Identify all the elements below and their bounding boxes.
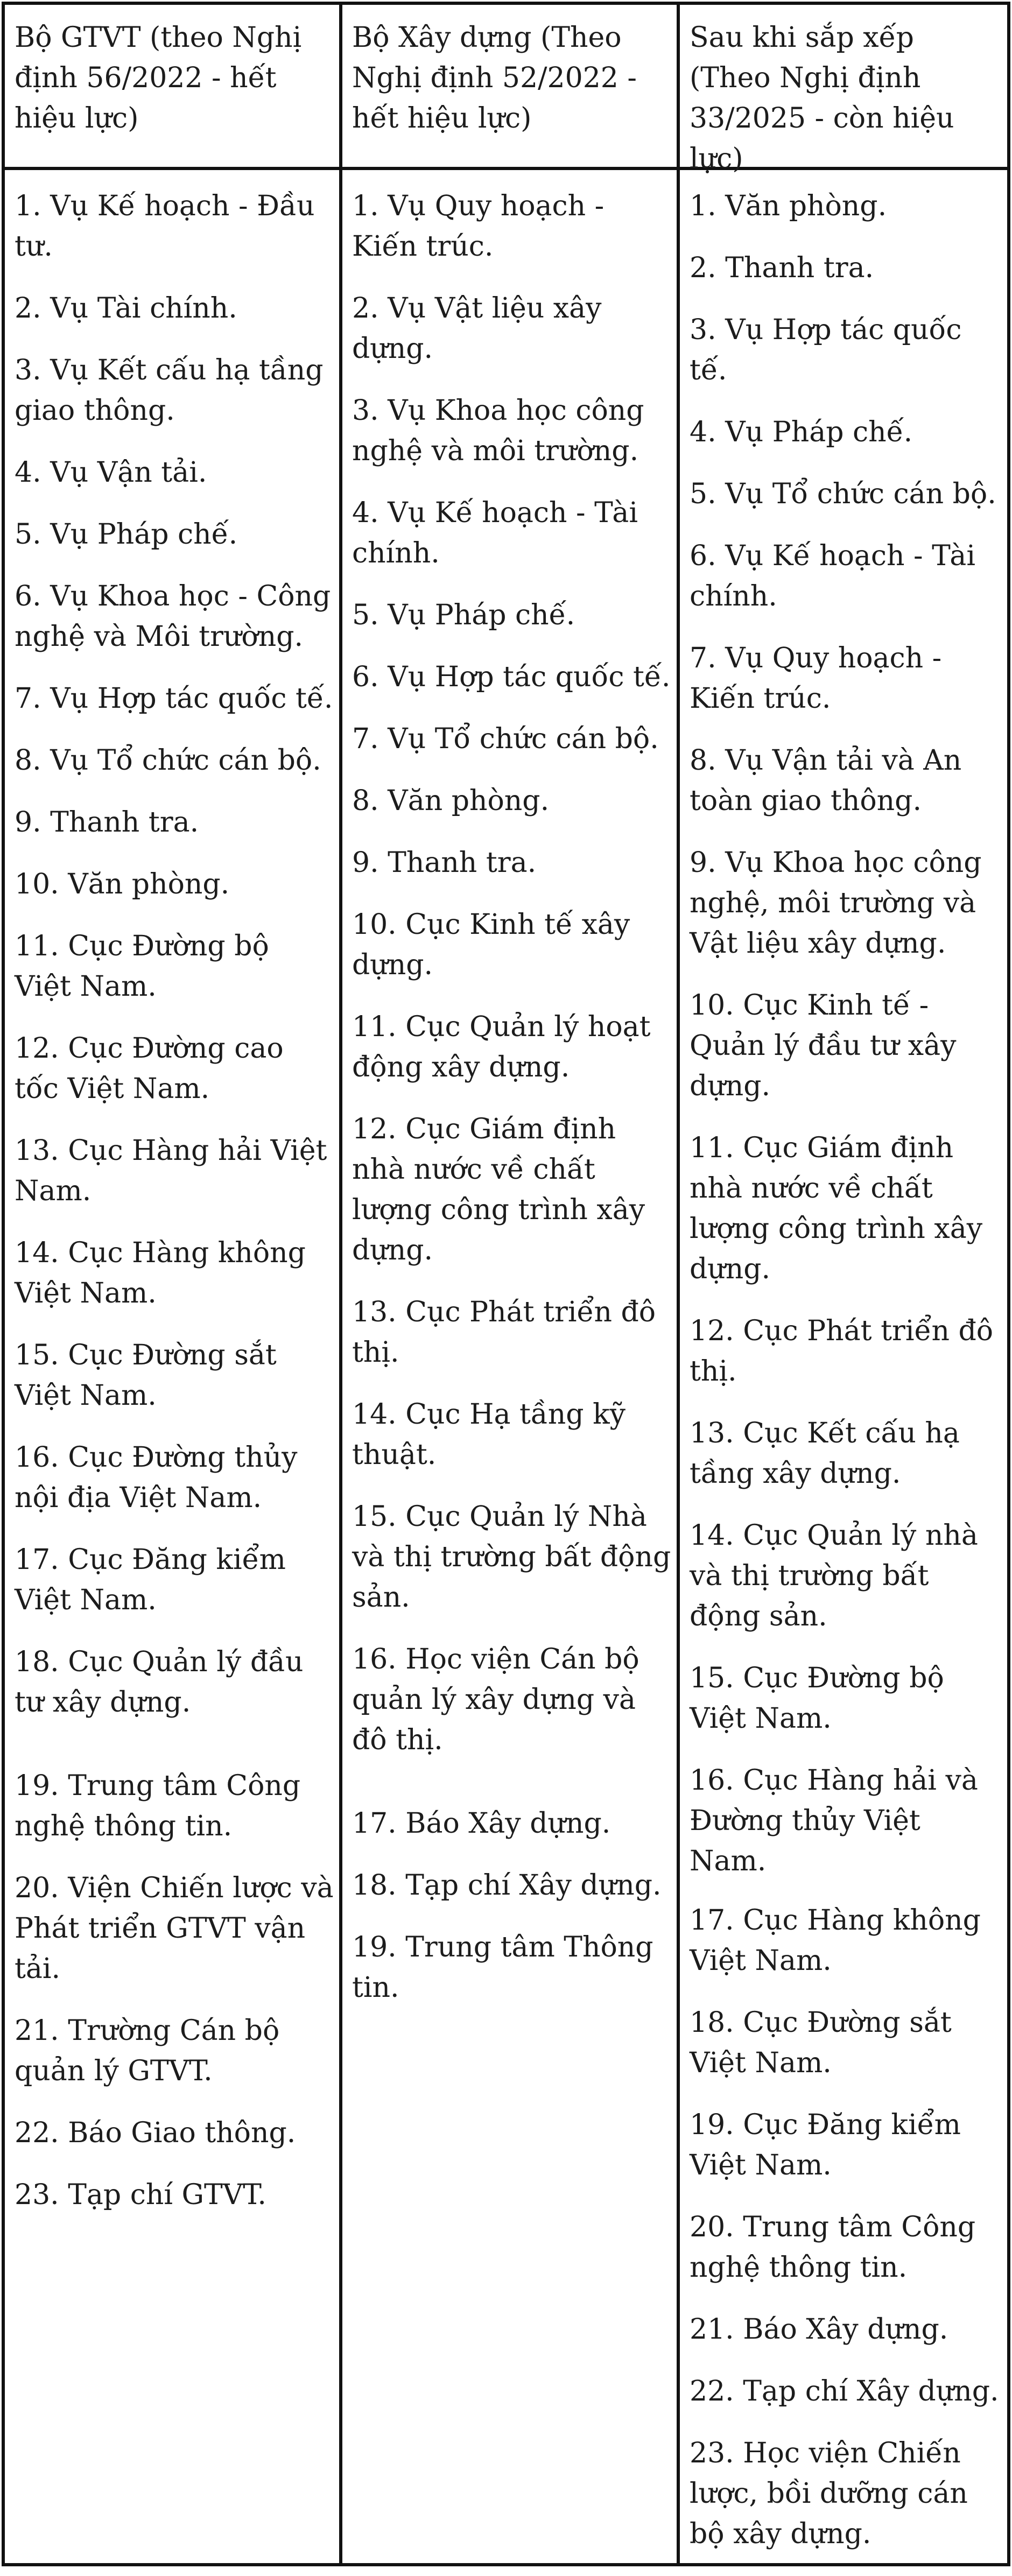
list-item: 1. Vụ Quy hoạch - Kiến trúc. <box>352 190 605 263</box>
list-item: 18. Cục Quản lý đầu tư xây dựng. <box>15 1646 304 1719</box>
list-item: 11. Cục Quản lý hoạt động xây dựng. <box>352 1011 651 1083</box>
list-item: 9. Thanh tra. <box>352 847 537 879</box>
list-item: 12. Cục Đường cao tốc Việt Nam. <box>15 1032 284 1105</box>
list-item: 7. Vụ Tổ chức cán bộ. <box>352 723 659 755</box>
list-item: 15. Cục Quản lý Nhà và thị trường bất động sản. <box>352 1501 671 1614</box>
list-item: 19. Trung tâm Công nghệ thông tin. <box>15 1770 301 1842</box>
column-list <box>15 186 334 2237</box>
column-header: Bộ GTVT (theo Nghị định 56/2022 - hết hiệu lực) <box>15 22 302 135</box>
list-item: 23. Tạp chí GTVT. <box>15 2179 266 2211</box>
list-item: 8. Văn phòng. <box>352 785 550 817</box>
list-item: 16. Học viện Cán bộ quản lý xây dựng và đô thị. <box>352 1643 639 1756</box>
list-item: 2. Vụ Tài chính. <box>15 292 237 325</box>
list-item: 16. Cục Hàng hải và Đường thủy Việt Nam. <box>690 1764 978 1877</box>
list-item: 14. Cục Hạ tầng kỹ thuật. <box>352 1398 626 1471</box>
list-item: 17. Cục Hàng không Việt Nam. <box>690 1904 981 1977</box>
list-item: 13. Cục Kết cấu hạ tầng xây dựng. <box>690 1417 960 1490</box>
list-item: 21. Trường Cán bộ quản lý GTVT. <box>15 2015 280 2087</box>
list-item: 2. Thanh tra. <box>690 252 874 284</box>
list-item: 6. Vụ Khoa học - Công nghệ và Môi trường. <box>15 580 331 653</box>
list-item: 9. Thanh tra. <box>15 806 199 839</box>
list-item: 4. Vụ Kế hoạch - Tài chính. <box>352 497 638 569</box>
list-item: 18. Cục Đường sắt Việt Nam. <box>690 2007 952 2079</box>
list-item: 20. Viện Chiến lược và Phát triển GTVT vận tải. <box>15 1872 334 1985</box>
column-list <box>690 186 1005 2576</box>
list-item: 10. Văn phòng. <box>15 868 230 900</box>
list-item: 21. Báo Xây dựng. <box>690 2313 948 2346</box>
list-item: 3. Vụ Khoa học công nghệ và môi trường. <box>352 395 644 467</box>
list-item: 3. Vụ Hợp tác quốc tế. <box>690 314 962 386</box>
list-item: 19. Cục Đăng kiểm Việt Nam. <box>690 2109 961 2181</box>
list-item: 22. Báo Giao thông. <box>15 2117 296 2149</box>
list-item: 22. Tạp chí Xây dựng. <box>690 2375 999 2408</box>
list-item: 17. Cục Đăng kiểm Việt Nam. <box>15 1544 286 1616</box>
list-item: 7. Vụ Quy hoạch - Kiến trúc. <box>690 642 942 715</box>
list-item: 15. Cục Đường sắt Việt Nam. <box>15 1339 277 1412</box>
list-item: 20. Trung tâm Công nghệ thông tin. <box>690 2211 976 2284</box>
list-item: 23. Học viện Chiến lược, bồi dưỡng cán bộ xây dựng. <box>690 2437 968 2550</box>
list-item: 10. Cục Kinh tế xây dựng. <box>352 909 630 981</box>
list-item: 9. Vụ Khoa học công nghệ, môi trường và Vật liệu xây dựng. <box>690 847 982 960</box>
list-item: 11. Cục Giám định nhà nước về chất lượng công trình xây dựng. <box>690 1132 983 1285</box>
list-item: 8. Vụ Tổ chức cán bộ. <box>15 744 321 777</box>
list-item: 17. Báo Xây dựng. <box>352 1807 611 1840</box>
list-item: 16. Cục Đường thủy nội địa Việt Nam. <box>15 1441 298 1514</box>
list-item: 14. Cục Quản lý nhà và thị trường bất động sản. <box>690 1519 978 1632</box>
list-item: 10. Cục Kinh tế - Quản lý đầu tư xây dựng. <box>690 989 957 1102</box>
column-header: Bộ Xây dựng (Theo Nghị định 52/2022 - hết hiệu lực) <box>352 22 637 135</box>
column-header: Sau khi sắp xếp (Theo Nghị định 33/2025 - còn hiệu lực) <box>690 22 954 175</box>
comparison-table <box>2 2 1010 2566</box>
list-item: 12. Cục Phát triển đô thị. <box>690 1315 994 1388</box>
list-item: 1. Vụ Kế hoạch - Đầu tư. <box>15 190 315 263</box>
list-item: 8. Vụ Vận tải và An toàn giao thông. <box>690 744 962 817</box>
list-item: 13. Cục Hàng hải Việt Nam. <box>15 1135 327 1207</box>
list-item: 18. Tạp chí Xây dựng. <box>352 1869 662 1902</box>
list-item: 5. Vụ Tổ chức cán bộ. <box>690 478 996 510</box>
list-item: 6. Vụ Kế hoạch - Tài chính. <box>690 540 975 613</box>
list-item: 4. Vụ Pháp chế. <box>690 416 913 448</box>
column-sau-sap-xep <box>680 5 1010 2563</box>
list-item: 7. Vụ Hợp tác quốc tế. <box>15 682 333 715</box>
list-item: 12. Cục Giám định nhà nước về chất lượng công trình xây dựng. <box>352 1113 645 1266</box>
list-item: 14. Cục Hàng không Việt Nam. <box>15 1237 306 1310</box>
list-item: 4. Vụ Vận tải. <box>15 456 207 489</box>
list-item: 6. Vụ Hợp tác quốc tế. <box>352 661 671 693</box>
list-item: 3. Vụ Kết cấu hạ tầng giao thông. <box>15 354 324 427</box>
list-item: 15. Cục Đường bộ Việt Nam. <box>690 1662 944 1735</box>
column-gtvt <box>5 5 339 2563</box>
list-item: 11. Cục Đường bộ Việt Nam. <box>15 930 269 1003</box>
list-item: 19. Trung tâm Thông tin. <box>352 1931 653 2004</box>
column-list <box>352 186 671 2030</box>
list-item: 5. Vụ Pháp chế. <box>352 599 575 631</box>
list-item: 2. Vụ Vật liệu xây dựng. <box>352 292 602 365</box>
column-xay-dung <box>342 5 677 2563</box>
list-item: 1. Văn phòng. <box>690 190 887 222</box>
list-item: 5. Vụ Pháp chế. <box>15 518 238 551</box>
list-item: 13. Cục Phát triển đô thị. <box>352 1296 656 1369</box>
